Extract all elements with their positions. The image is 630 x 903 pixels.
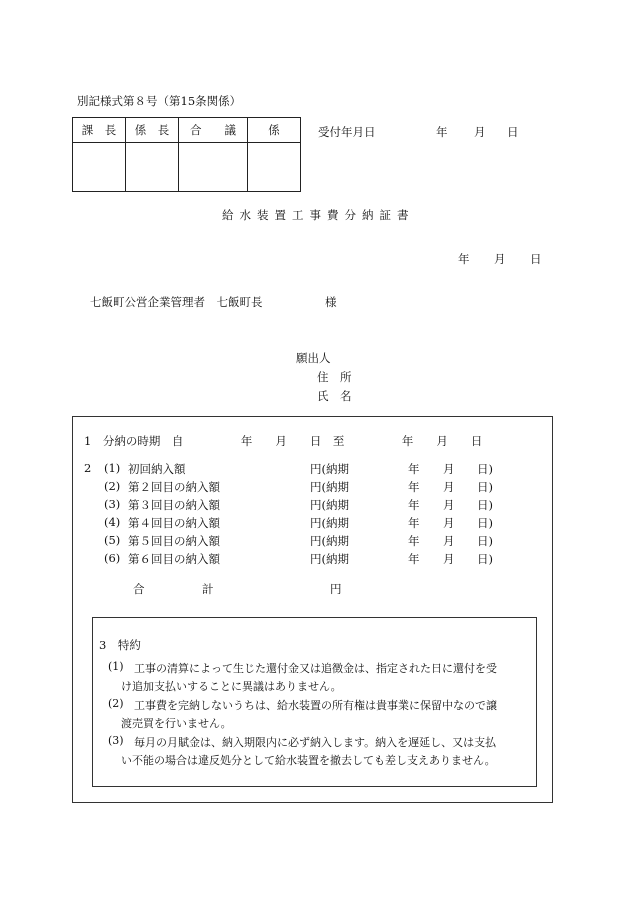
receipt-year: 年	[436, 125, 448, 139]
installment-day: 日)	[477, 534, 493, 548]
section2-number: 2	[84, 461, 92, 475]
installment-month: 月	[443, 462, 455, 476]
installment-yen: 円(納期	[310, 480, 349, 494]
installment-year: 年	[408, 462, 420, 476]
addressee-name: 七飯町公営企業管理者 七飯町長	[90, 295, 263, 309]
installment-month: 月	[443, 516, 455, 530]
installment-yen: 円(納期	[310, 552, 349, 566]
installment-number: (5)	[104, 533, 121, 547]
installment-day: 日)	[477, 516, 493, 530]
installment-label: 第５回目の納入額	[128, 534, 220, 548]
installment-year: 年	[408, 516, 420, 530]
installment-label: 第４回目の納入額	[128, 516, 220, 530]
installment-label: 初回納入額	[128, 462, 186, 476]
installment-number: (4)	[104, 515, 121, 529]
addressee-honorific: 様	[325, 295, 337, 309]
installment-day: 日)	[477, 552, 493, 566]
installment-label: 第３回目の納入額	[128, 498, 220, 512]
installment-month: 月	[443, 552, 455, 566]
date-year: 年	[458, 252, 470, 266]
total-yen: 円	[330, 582, 342, 596]
installment-year: 年	[408, 480, 420, 494]
stamp-cell[interactable]	[73, 143, 126, 192]
installment-year: 年	[408, 552, 420, 566]
receipt-date-label: 受付年月日	[318, 125, 376, 139]
clause-text-line2: け追加支払いすることに異議はありません。	[121, 680, 342, 693]
clause-text-line2: い不能の場合は違反処分として給水装置を撤去しても差し支えありません。	[121, 754, 496, 767]
installment-number: (2)	[104, 479, 121, 493]
date-day: 日	[530, 252, 542, 266]
installment-month: 月	[443, 480, 455, 494]
clause-text-line1: 毎月の月賦金は、納入期限内に必ず納入します。納入を遅延し、又は支払	[134, 736, 497, 749]
installment-label: 第６回目の納入額	[128, 552, 220, 566]
clause-text-line2: 渡売買を行いません。	[121, 717, 232, 730]
clause-text-line1: 工事の清算によって生じた還付金又は追徴金は、指定された日に還付を受	[134, 662, 497, 675]
date-month: 月	[494, 252, 506, 266]
installment-year: 年	[408, 534, 420, 548]
installment-number: (1)	[104, 461, 121, 475]
receipt-month: 月	[474, 125, 486, 139]
installment-number: (6)	[104, 551, 121, 565]
stamp-cell[interactable]	[248, 143, 301, 192]
installment-period: 1 分納の時期 自 年 月 日 至 年 月 日	[84, 434, 483, 448]
header-section-chief: 課 長	[73, 118, 126, 143]
total-label: 合 計	[133, 582, 214, 596]
clause-number: (1)	[108, 660, 124, 673]
installment-yen: 円(納期	[310, 516, 349, 530]
clause-number: (3)	[108, 734, 124, 747]
installment-label: 第２回目の納入額	[128, 480, 220, 494]
installment-number: (3)	[104, 497, 121, 511]
installment-month: 月	[443, 498, 455, 512]
installment-year: 年	[408, 498, 420, 512]
installment-yen: 円(納期	[310, 462, 349, 476]
receipt-day: 日	[507, 125, 519, 139]
document-title: 給水装置工事費分納証書	[222, 208, 415, 222]
approval-stamp-table	[72, 117, 301, 192]
installment-yen: 円(納期	[310, 534, 349, 548]
applicant-name-label: 氏 名	[317, 389, 352, 403]
form-number: 別記様式第８号（第15条関係）	[77, 94, 242, 108]
installment-day: 日)	[477, 498, 493, 512]
applicant-label: 願出人	[296, 351, 331, 365]
installment-month: 月	[443, 534, 455, 548]
installment-day: 日)	[477, 480, 493, 494]
stamp-cell[interactable]	[126, 143, 179, 192]
applicant-address-label: 住 所	[317, 370, 352, 384]
clause-number: (2)	[108, 697, 124, 710]
header-staff: 係	[248, 118, 301, 143]
installment-yen: 円(納期	[310, 498, 349, 512]
header-subsection-chief: 係 長	[126, 118, 179, 143]
stamp-cell[interactable]	[179, 143, 248, 192]
installment-day: 日)	[477, 462, 493, 476]
clause-text-line1: 工事費を完納しないうちは、給水装置の所有権は貴事業に保留中なので譲	[134, 699, 497, 712]
header-consultation: 合 議	[179, 118, 248, 143]
special-terms-title: 3 特約	[99, 638, 141, 652]
